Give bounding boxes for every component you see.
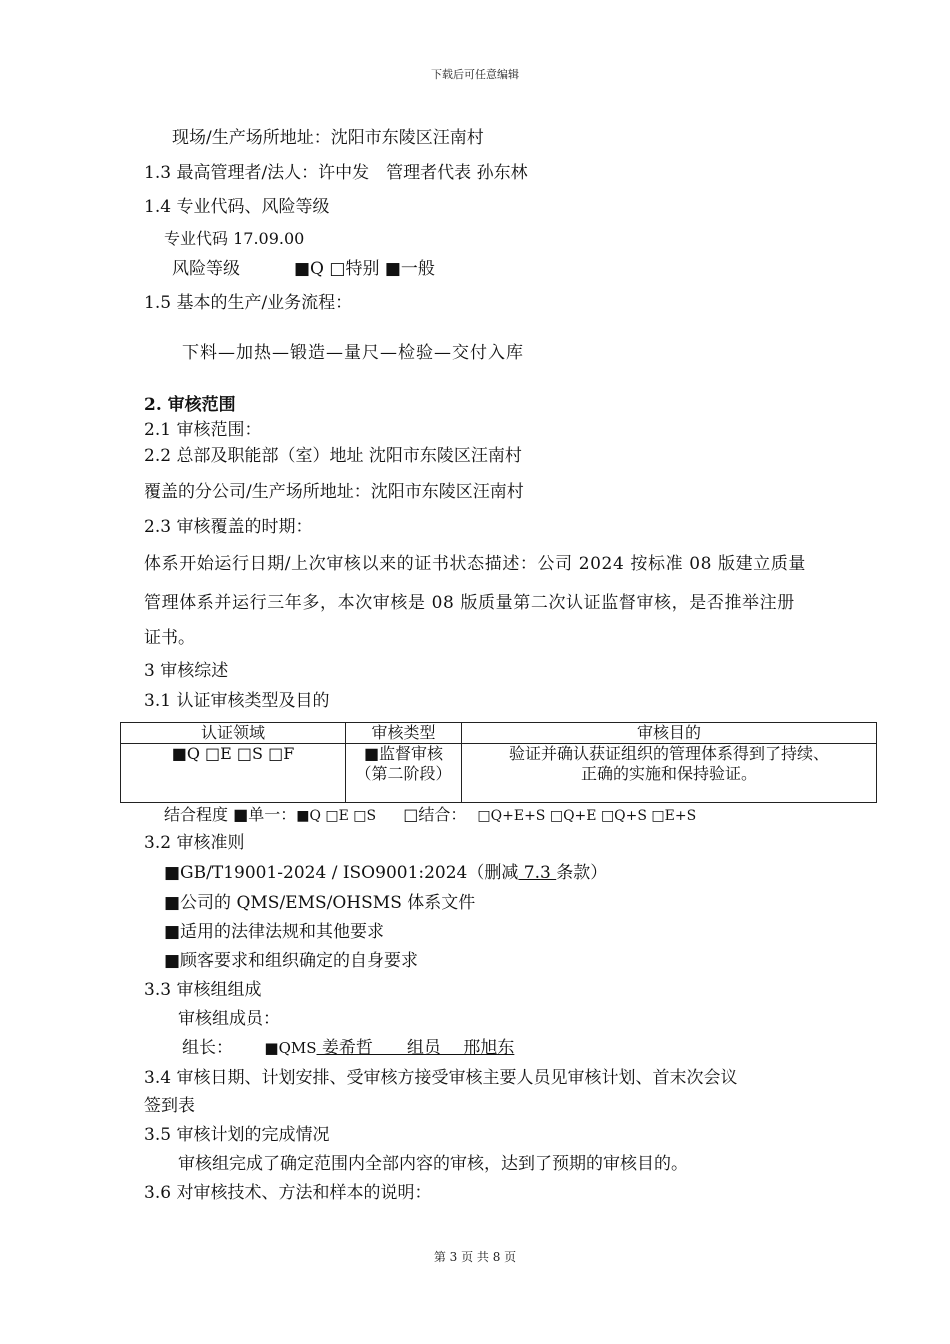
page-footer: 第 3 页 共 8 页	[433, 1250, 517, 1264]
site-address: 现场/生产场所地址：沈阳市东陵区汪南村	[172, 128, 484, 148]
combine-row	[164, 804, 696, 827]
table-header-row	[121, 723, 877, 744]
team-leader-qms: ■QMS	[264, 1039, 317, 1057]
section3-heading: 3 审核综述	[144, 661, 229, 681]
criteria-3: ■适用的法律法规和其他要求	[164, 922, 385, 942]
status-desc-2: 管理体系并运行三年多，本次审核是 08 版质量第二次认证监督审核，是否推举注册	[144, 593, 795, 613]
code-heading: 1.4 专业代码、风险等级	[144, 197, 330, 217]
team-heading: 3.3 审核组组成	[144, 980, 262, 1000]
cert-field-value: ■Q □E □S □F	[171, 744, 295, 763]
process-heading: 1.5 基本的生产/业务流程：	[144, 293, 353, 313]
risk-options: ■Q □特别 ■一般	[294, 259, 435, 279]
period-heading: 2.3 审核覆盖的时期：	[144, 517, 313, 537]
team-leader-row	[182, 1037, 514, 1059]
scope-line: 2.1 审核范围：	[144, 420, 262, 440]
combine-label: 结合程度	[164, 805, 229, 824]
status-desc-3: 证书。	[144, 628, 195, 648]
team-members-label: 审核组成员：	[178, 1009, 280, 1029]
dates-line1: 3.4 审核日期、计划安排、受审核方接受审核主要人员见审核计划、首末次会议	[144, 1068, 738, 1088]
criteria-1-clause: 7.3	[518, 863, 557, 883]
status-desc-1: 体系开始运行日期/上次审核以来的证书状态描述：公司 2024 按标准 08 版建立质量	[144, 554, 807, 574]
team-leader-names: 姜希哲 组员 邢旭东	[316, 1038, 515, 1058]
team-leader-label: 组长：	[182, 1038, 233, 1058]
combine-single: ■单一：	[233, 805, 297, 824]
combine-single-options: ■Q □E □S	[296, 808, 377, 824]
risk-label: 风险等级	[172, 259, 240, 279]
top-manager: 1.3 最高管理者/法人：许中发 管理者代表 孙东林	[144, 163, 528, 183]
audit-type-cell	[346, 744, 462, 803]
table-header-purpose: 审核目的	[462, 723, 877, 744]
combine-multi-options: □Q+E+S □Q+E □Q+S □E+S	[477, 808, 697, 824]
dates-line2: 签到表	[144, 1096, 195, 1116]
criteria-2: ■公司的 QMS/EMS/OHSMS 体系文件	[164, 893, 476, 913]
audit-type-line1: ■监督审核	[363, 744, 444, 763]
plan-heading: 3.5 审核计划的完成情况	[144, 1125, 330, 1145]
audit-purpose-line1: 验证并确认获证组织的管理体系得到了持续、	[508, 744, 829, 763]
plan-text: 审核组完成了确定范围内全部内容的审核，达到了预期的审核目的。	[178, 1154, 688, 1174]
audit-purpose-cell	[462, 744, 877, 803]
page-header: 下载后可任意编辑	[431, 68, 519, 81]
audit-type-table	[120, 722, 877, 803]
process-flow: 下料—加热—锻造—量尺—检验—交付入库	[182, 343, 524, 363]
type-heading: 3.1 认证审核类型及目的	[144, 691, 330, 711]
criteria-heading: 3.2 审核准则	[144, 833, 245, 853]
hq-address: 2.2 总部及职能部（室）地址 沈阳市东陵区汪南村	[144, 446, 522, 466]
table-header-field: 认证领域	[121, 723, 346, 744]
criteria-1-suffix: 条款）	[556, 863, 608, 883]
table-header-type: 审核类型	[346, 723, 462, 744]
method-heading: 3.6 对审核技术、方法和样本的说明：	[144, 1183, 432, 1203]
section2-heading: 2. 审核范围	[144, 395, 236, 415]
branch-address: 覆盖的分公司/生产场所地址：沈阳市东陵区汪南村	[144, 482, 524, 502]
cert-field-options	[121, 744, 346, 803]
criteria-1-text: ■GB/T19001-2024 / ISO9001:2024（删减	[164, 863, 519, 883]
criteria-1	[164, 862, 607, 884]
audit-purpose-line2: 正确的实施和保持验证。	[580, 764, 757, 783]
criteria-4: ■顾客要求和组织确定的自身要求	[164, 951, 419, 971]
audit-type-line2: （第二阶段）	[355, 764, 452, 783]
combine-multi: □结合：	[403, 805, 467, 824]
table-row	[121, 744, 877, 803]
code-line: 专业代码 17.09.00	[164, 229, 305, 248]
